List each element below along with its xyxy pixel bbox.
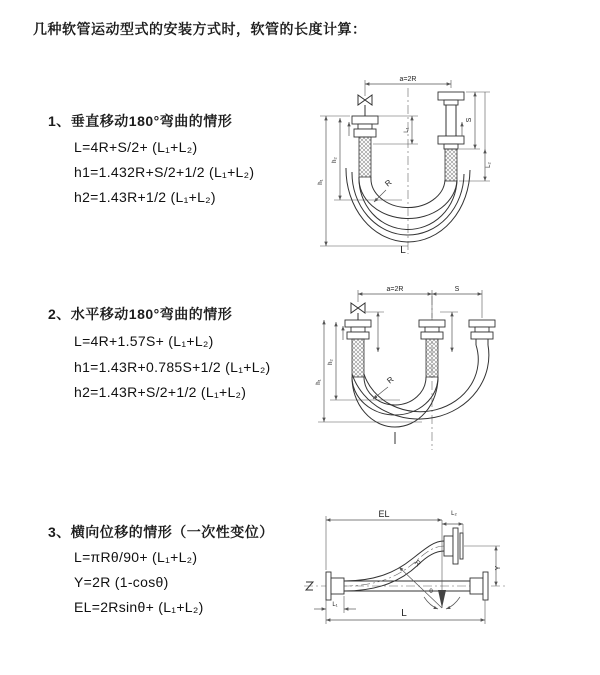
- diagram-vertical-180-bend: [294, 72, 504, 260]
- dim-label-l: L: [401, 608, 407, 619]
- section-3-formula-el: EL=2Rsinθ+ (L₁+L₂): [74, 599, 204, 615]
- radius-label: R: [383, 177, 394, 189]
- dim-label-h2: h₂: [332, 157, 338, 163]
- dim-label-l2: L₂: [451, 511, 457, 517]
- dim-label-s: S: [466, 117, 473, 123]
- dim-label-l1: L₁: [404, 127, 410, 133]
- section-3-formula-y: Y=2R (1-cosθ): [74, 574, 169, 590]
- dim-label-h1: h₁: [318, 179, 324, 185]
- left-fitting: [345, 320, 371, 377]
- dim-label-s: S: [454, 286, 460, 293]
- moved-fitting: [469, 320, 495, 345]
- braided-hose-section: [426, 339, 438, 377]
- length-label: L: [400, 245, 406, 256]
- diagram-horizontal-180-bend: [300, 282, 520, 457]
- section-2-formula-h1: h1=1.43R+0.785S+1/2 (L₁+L₂): [74, 359, 271, 375]
- dim-label-y: Y: [495, 565, 502, 571]
- dim-label-h1: h₁: [316, 379, 322, 385]
- dim-label-a2r: a=2R: [399, 76, 417, 83]
- section-1-heading: 1、垂直移动180°弯曲的情形: [48, 113, 233, 129]
- section-3-heading: 3、横向位移的情形（一次性变位）: [48, 524, 274, 540]
- section-3-formula-l: L=πRθ/90+ (L₁+L₂): [74, 549, 198, 565]
- braided-hose-section: [445, 149, 457, 181]
- valve-icon: [351, 303, 365, 320]
- braided-hose-section: [352, 339, 364, 377]
- dim-label-h2: h₂: [328, 359, 334, 365]
- dim-label-l2: L₂: [486, 162, 492, 168]
- displaced-hose: [344, 541, 444, 591]
- right-fitting: [438, 92, 464, 181]
- page-title: 几种软管运动型式的安装方式时，软管的长度计算：: [33, 21, 367, 37]
- upper-flange: [444, 528, 463, 564]
- dim-label-l1: L₁: [332, 602, 338, 608]
- angle-label: θ: [429, 588, 433, 595]
- section-2-formula-l: L=4R+1.57S+ (L₁+L₂): [74, 333, 214, 349]
- middle-fitting: [419, 320, 445, 377]
- braided-hose-section: [359, 137, 371, 177]
- dim-label-el: EL: [378, 509, 390, 519]
- diagram-lateral-displacement: [296, 502, 596, 662]
- radius-label: R: [412, 558, 423, 569]
- section-1-formula-h1: h1=1.432R+S/2+1/2 (L₁+L₂): [74, 164, 255, 180]
- u-bend-hose: [352, 345, 489, 427]
- right-flange: [470, 572, 488, 600]
- left-fitting: [352, 116, 378, 177]
- section-2-heading: 2、水平移动180°弯曲的情形: [48, 306, 233, 322]
- dim-label-a2r: a=2R: [386, 286, 404, 293]
- valve-icon: [358, 95, 372, 116]
- section-2-formula-h2: h2=1.43R+S/2+1/2 (L₁+L₂): [74, 384, 247, 400]
- radius-label: R: [385, 374, 396, 386]
- section-1-formula-l: L=4R+S/2+ (L₁+L₂): [74, 139, 198, 155]
- section-1-formula-h2: h2=1.43R+1/2 (L₁+L₂): [74, 189, 216, 205]
- left-flange: [326, 572, 344, 600]
